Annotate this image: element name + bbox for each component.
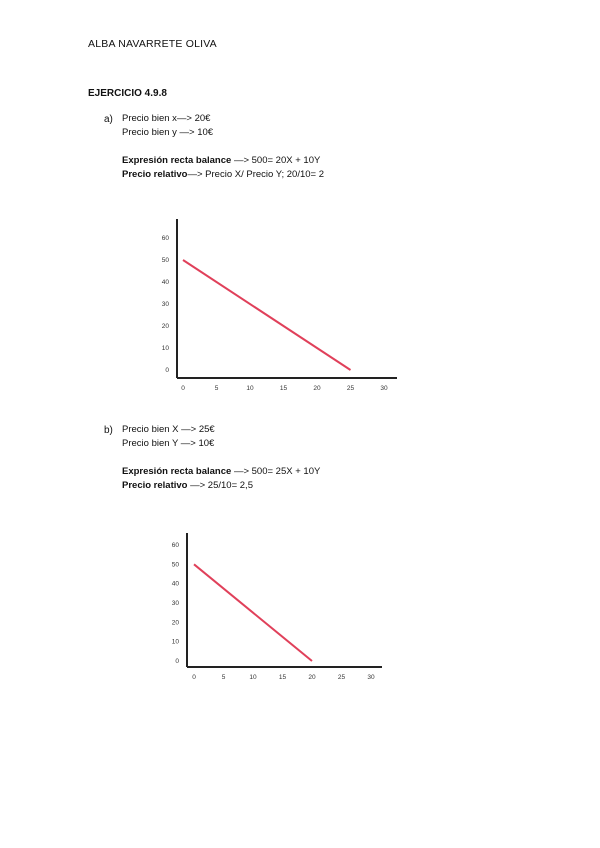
chart-a-y-tick-label: 30 (161, 301, 169, 308)
chart-a-y-tick-label: 60 (161, 235, 169, 242)
chart-b-budget-line (194, 564, 312, 661)
chart-b-y-tick-label: 60 (171, 542, 179, 549)
part-b-price-y: Precio bien Y —> 10€ (122, 438, 215, 449)
chart-a-y-tick-label: 0 (165, 367, 169, 374)
chart-b-y-tick-label: 10 (171, 638, 179, 646)
chart-a-x-tick-label: 10 (246, 385, 254, 392)
chart-b-y-tick-label: 50 (171, 561, 179, 569)
exercise-title: EJERCICIO 4.9.8 (88, 88, 167, 99)
chart-a-x-tick-label: 25 (346, 385, 355, 392)
author-name: ALBA NAVARRETE OLIVA (88, 38, 217, 50)
chart-a-x-tick-label: 5 (214, 385, 219, 392)
part-b-expression-label: Expresión recta balance (122, 466, 232, 477)
part-b-price-x: Precio bien X —> 25€ (122, 424, 215, 435)
part-b-relative-value: —> 25/10= 2,5 (187, 480, 253, 491)
chart-b-x-tick-label: 25 (337, 674, 346, 681)
chart-b-y-tick-label: 30 (171, 600, 179, 607)
chart-b-x-tick-label: 0 (192, 674, 196, 681)
chart-a-x-tick-label: 20 (313, 385, 321, 392)
chart-b-y-tick-label: 20 (171, 619, 179, 627)
chart-a-y-tick-label: 20 (161, 323, 169, 330)
chart-a-y-tick-label: 10 (161, 345, 169, 352)
part-a-expression-value: —> 500= 20X + 10Y (231, 155, 321, 166)
chart-b-x-tick-label: 10 (249, 674, 257, 681)
chart-b-y-tick-label: 0 (175, 658, 179, 665)
chart-a-y-tick-label: 50 (161, 257, 169, 264)
part-a-price-x: Precio bien x—> 20€ (122, 113, 211, 124)
chart-b-x-tick-label: 15 (278, 674, 287, 681)
chart-a-x-tick-label: 15 (279, 385, 288, 392)
part-a-expression-label: Expresión recta balance (122, 155, 232, 166)
part-a-relative-label: Precio relativo (122, 169, 188, 180)
chart-b-x-tick-label: 30 (367, 674, 375, 681)
chart-a-x-tick-label: 0 (181, 385, 185, 392)
chart-a-y-tick-label: 40 (161, 279, 169, 286)
chart-b-x-tick-label: 20 (308, 674, 316, 681)
part-a-relative-value: —> Precio X/ Precio Y; 20/10= 2 (187, 169, 324, 180)
chart-b-y-tick-label: 40 (171, 580, 179, 588)
part-a-marker: a) (104, 114, 113, 125)
part-a-price-y: Precio bien y —> 10€ (122, 127, 214, 138)
chart-a-x-tick-label: 30 (380, 385, 388, 392)
part-b-relative-label: Precio relativo (122, 480, 188, 491)
part-b-expression-value: —> 500= 25X + 10Y (231, 466, 321, 477)
part-b-marker: b) (104, 425, 113, 436)
chart-b-x-tick-label: 5 (221, 674, 226, 681)
